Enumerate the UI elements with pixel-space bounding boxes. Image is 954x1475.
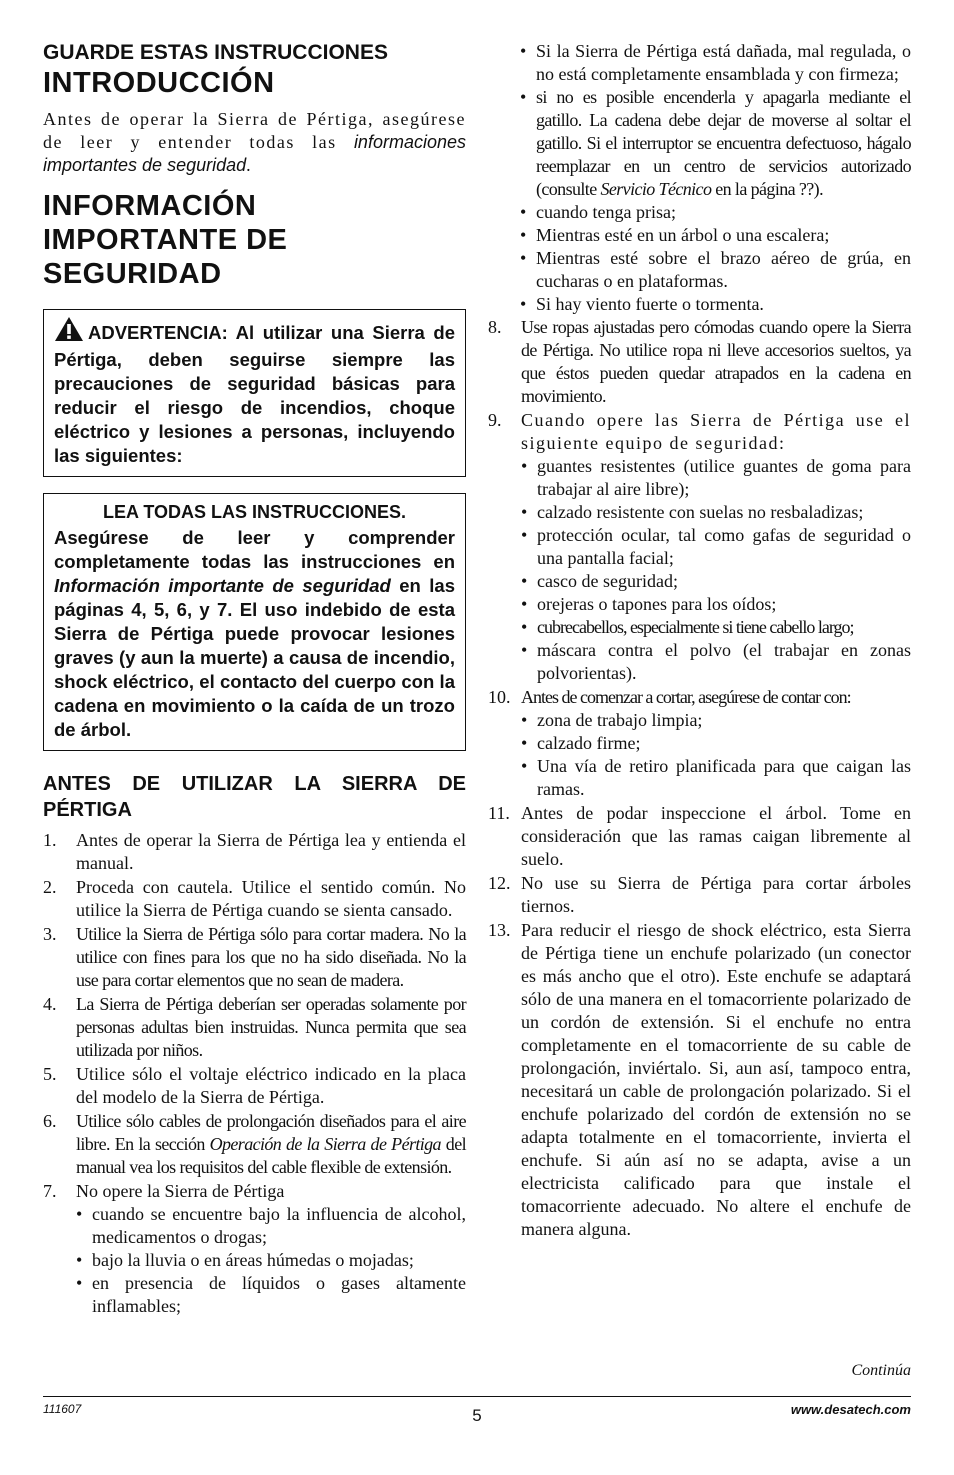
before-use-heading: ANTES DE UTILIZAR LA SIERRA DE PÉRTIGA <box>43 773 466 821</box>
list-item <box>43 1110 466 1179</box>
bullet-dot: • <box>521 594 528 614</box>
warning-paragraph <box>54 316 455 468</box>
bullet-item <box>521 570 911 593</box>
bullet-text: Una vía de retiro planificada para que caigan las ramas. <box>537 756 911 799</box>
bullet-text-italic: Servicio Técnico <box>600 179 712 199</box>
list-item <box>488 872 911 918</box>
safety-list-continued <box>488 316 911 1241</box>
bullet-text: Si la Sierra de Pértiga está dañada, mal regulada, o no está completamente ensamblada y con firmeza; <box>536 41 911 84</box>
warning-text: ADVERTENCIA: Al utilizar una Sierra de Pértiga, deben seguirse siempre las precauciones de seguridad básicas para reducir el riesgo de incendios, choque eléctrico y lesiones a personas, incluyendo las siguientes: <box>54 322 455 466</box>
intro-text-end: . <box>246 155 251 175</box>
before-use-list <box>43 829 466 1318</box>
bullet-text: orejeras o tapones para los oídos; <box>537 594 777 614</box>
bullet-item <box>521 501 911 524</box>
list-item <box>43 923 466 992</box>
warning-triangle-icon <box>54 316 84 348</box>
bullet-text: cubrecabellos, especialmente si tiene cabello largo; <box>537 617 854 637</box>
read-instructions-text <box>54 526 455 742</box>
bullet-dot: • <box>521 756 528 776</box>
item-text: Utilice sólo el voltaje eléctrico indicado en la placa del modelo de la Sierra de Pértiga. <box>76 1064 466 1107</box>
bullet-dot: • <box>521 525 528 545</box>
bullet-item <box>76 1272 466 1318</box>
bullet-text: si no es posible encenderla y apagarla mediante el gatillo. La cadena debe dejar de moverse al soltar el gatillo. Si el interruptor se encuentra defectuoso, hágalo reemplazar en un centro de servicios autorizado (consulte <box>536 87 911 199</box>
bullet-text: casco de seguridad; <box>537 571 678 591</box>
list-item <box>488 802 911 871</box>
safety-title <box>43 189 466 291</box>
continues-label: Continúa <box>851 1362 911 1379</box>
bullet-item <box>521 593 911 616</box>
safety-title-line-3: SEGURIDAD <box>43 258 222 290</box>
bullet-dot: • <box>520 225 527 245</box>
item-text: Cuando opere las Sierra de Pértiga use el siguiente equipo de seguridad: <box>521 410 911 453</box>
bullet-dot: • <box>520 87 527 107</box>
read-instructions-box <box>43 493 466 751</box>
bullet-item <box>488 224 911 247</box>
bullet-dot: • <box>521 640 528 660</box>
item-text: Antes de comenzar a cortar, asegúrese de contar con: <box>521 687 851 707</box>
bullet-dot: • <box>520 294 527 314</box>
list-item <box>43 829 466 875</box>
item-text: Utilice sólo cables de prolongación diseñados para el aire libre. En la sección <box>76 1111 466 1154</box>
bullet-dot: • <box>76 1273 83 1293</box>
left-column <box>43 40 466 1319</box>
item-10-bullets <box>521 709 911 801</box>
item-number: 10. <box>488 687 511 707</box>
intro-text: Antes de operar la Sierra de Pértiga, asegúrese de leer y entender todas las <box>43 109 466 152</box>
safety-title-line-2: IMPORTANTE DE <box>43 224 288 256</box>
bullet-text: máscara contra el polvo (el trabajar en zonas polvorientas). <box>537 640 911 683</box>
bullet-item <box>488 201 911 224</box>
item-text: Antes de operar la Sierra de Pértiga lea y entienda el manual. <box>76 830 466 873</box>
item-number: 5. <box>43 1064 57 1084</box>
item-7-bullets-continued <box>488 40 911 316</box>
right-column <box>488 40 911 1242</box>
item-number: 1. <box>43 830 57 850</box>
footer-divider <box>43 1396 911 1397</box>
bullet-dot: • <box>76 1250 83 1270</box>
bullet-item <box>488 247 911 293</box>
item-text: Utilice la Sierra de Pértiga sólo para cortar madera. No la utilice con fines para los que no ha sido diseñada. No la use para cortar elementos que no sean de madera. <box>76 924 466 990</box>
list-item <box>488 409 911 685</box>
bullet-text: bajo la lluvia o en áreas húmedas o mojadas; <box>92 1250 414 1270</box>
list-item <box>43 993 466 1062</box>
bullet-dot: • <box>76 1204 83 1224</box>
item-text: del manual vea los requisitos del cable flexible de extensión. <box>76 1134 466 1177</box>
bullet-text: calzado firme; <box>537 733 641 753</box>
bullet-dot: • <box>521 617 528 637</box>
read-text-a: Asegúrese de leer y comprender completamente todas las instrucciones en <box>54 527 455 572</box>
bullet-text: cuando tenga prisa; <box>536 202 676 222</box>
warning-box <box>43 309 466 477</box>
bullet-text: Mientras esté sobre el brazo aéreo de grúa, en cucharas o en plataformas. <box>536 248 911 291</box>
bullet-text: Si hay viento fuerte o tormenta. <box>536 294 764 314</box>
item-number: 11. <box>488 803 510 823</box>
bullet-dot: • <box>521 733 528 753</box>
list-item <box>488 919 911 1241</box>
bullet-dot: • <box>521 502 528 522</box>
read-instructions-title: LEA TODAS LAS INSTRUCCIONES. <box>102 502 407 522</box>
bullet-text: zona de trabajo limpia; <box>537 710 703 730</box>
item-number: 8. <box>488 317 502 337</box>
intro-paragraph <box>43 108 466 177</box>
item-7-bullets <box>76 1203 466 1318</box>
read-text-b: en las páginas 4, 5, 6, y 7. El uso indebido de esta Sierra de Pértiga puede provocar lesiones graves (y aun la muerte) a causa de incendio, shock eléctrico, el contacto del cuerpo con la cadena en movimiento o la caída de un trozo de árbol. <box>54 575 455 740</box>
bullet-item <box>521 755 911 801</box>
intro-title: INTRODUCCIÓN <box>43 67 275 99</box>
bullet-item <box>521 616 911 639</box>
bullet-text: en la página ??). <box>711 179 823 199</box>
bullet-item <box>488 293 911 316</box>
item-text: Use ropas ajustadas pero cómodas cuando opere la Sierra de Pértiga. No utilice ropa ni lleve accesorios sueltos, ya que éstos pueden quedar atrapados en la cadena en movimiento. <box>521 317 911 406</box>
item-text-italic: Operación de la Sierra de Pértiga <box>209 1134 441 1154</box>
item-text: No opere la Sierra de Pértiga <box>76 1181 285 1201</box>
item-number: 12. <box>488 873 511 893</box>
document-code: 111607 <box>43 1402 82 1416</box>
bullet-dot: • <box>520 41 527 61</box>
intro-italic: informaciones importantes de seguridad <box>43 132 466 175</box>
item-9-bullets <box>521 455 911 685</box>
save-instructions-heading: GUARDE ESTAS INSTRUCCIONES <box>43 41 388 64</box>
safety-title-line-1: INFORMACIÓN <box>43 190 257 222</box>
item-number: 6. <box>43 1111 57 1131</box>
item-number: 13. <box>488 920 511 940</box>
bullet-text: en presencia de líquidos o gases altamente inflamables; <box>92 1273 466 1316</box>
item-number: 4. <box>43 994 57 1014</box>
item-text: Antes de podar inspeccione el árbol. Tome en consideración que las ramas caigan libremente al suelo. <box>521 803 911 869</box>
bullet-item <box>521 455 911 501</box>
item-text: No use su Sierra de Pértiga para cortar árboles tiernos. <box>521 873 911 916</box>
bullet-item <box>521 709 911 732</box>
item-number: 3. <box>43 924 57 944</box>
item-text: La Sierra de Pértiga deberían ser operadas solamente por personas adultas bien instruidas. Nunca permita que sea utilizada por niños. <box>76 994 466 1060</box>
bullet-text: guantes resistentes (utilice guantes de goma para trabajar al aire libre); <box>537 456 911 499</box>
website-url: www.desatech.com <box>790 1402 911 1417</box>
bullet-item <box>488 86 911 201</box>
item-number: 9. <box>488 410 502 430</box>
bullet-item <box>521 732 911 755</box>
list-item <box>488 686 911 801</box>
list-item <box>488 316 911 408</box>
bullet-text: protección ocular, tal como gafas de seguridad o una pantalla facial; <box>537 525 911 568</box>
bullet-dot: • <box>521 456 528 476</box>
item-number: 7. <box>43 1181 57 1201</box>
item-text: Proceda con cautela. Utilice el sentido común. No utilice la Sierra de Pértiga cuando se sienta cansado. <box>76 877 466 920</box>
item-number: 2. <box>43 877 57 897</box>
bullet-item <box>488 40 911 86</box>
bullet-dot: • <box>521 710 528 730</box>
list-item <box>43 1063 466 1109</box>
list-item <box>43 1180 466 1318</box>
read-text-italic: Información importante de seguridad <box>54 575 391 596</box>
item-text: Para reducir el riesgo de shock eléctrico, esta Sierra de Pértiga tiene un enchufe polarizado (un conector es más ancho que el otro). Este enchufe se adaptará sólo de una manera en el tomacorriente polarizado de un cordón de extensión. Si el enchufe no entra completamente en el tomacorriente de su cable de prolongación, inviértalo. Si, aun así, tampoco entra, necesitará un cable de prolongación polarizado. Si el enchufe polarizado del cordón de extensión no se adapta totalmente en el tomacorriente, invierta el enchufe. Si aún así no se adapta, avise a un electricista calificado para que instale el tomacorriente adecuado. No altere el enchufe de manera alguna. <box>521 920 911 1239</box>
list-item <box>43 876 466 922</box>
bullet-item <box>76 1203 466 1249</box>
bullet-item <box>76 1249 466 1272</box>
bullet-text: calzado resistente con suelas no resbaladizas; <box>537 502 864 522</box>
bullet-item <box>521 524 911 570</box>
bullet-dot: • <box>520 248 527 268</box>
bullet-text: cuando se encuentre bajo la influencia de alcohol, medicamentos o drogas; <box>92 1204 466 1247</box>
page-number: 5 <box>472 1406 482 1425</box>
bullet-text: Mientras esté en un árbol o una escalera; <box>536 225 830 245</box>
bullet-dot: • <box>520 202 527 222</box>
bullet-dot: • <box>521 571 528 591</box>
bullet-item <box>521 639 911 685</box>
